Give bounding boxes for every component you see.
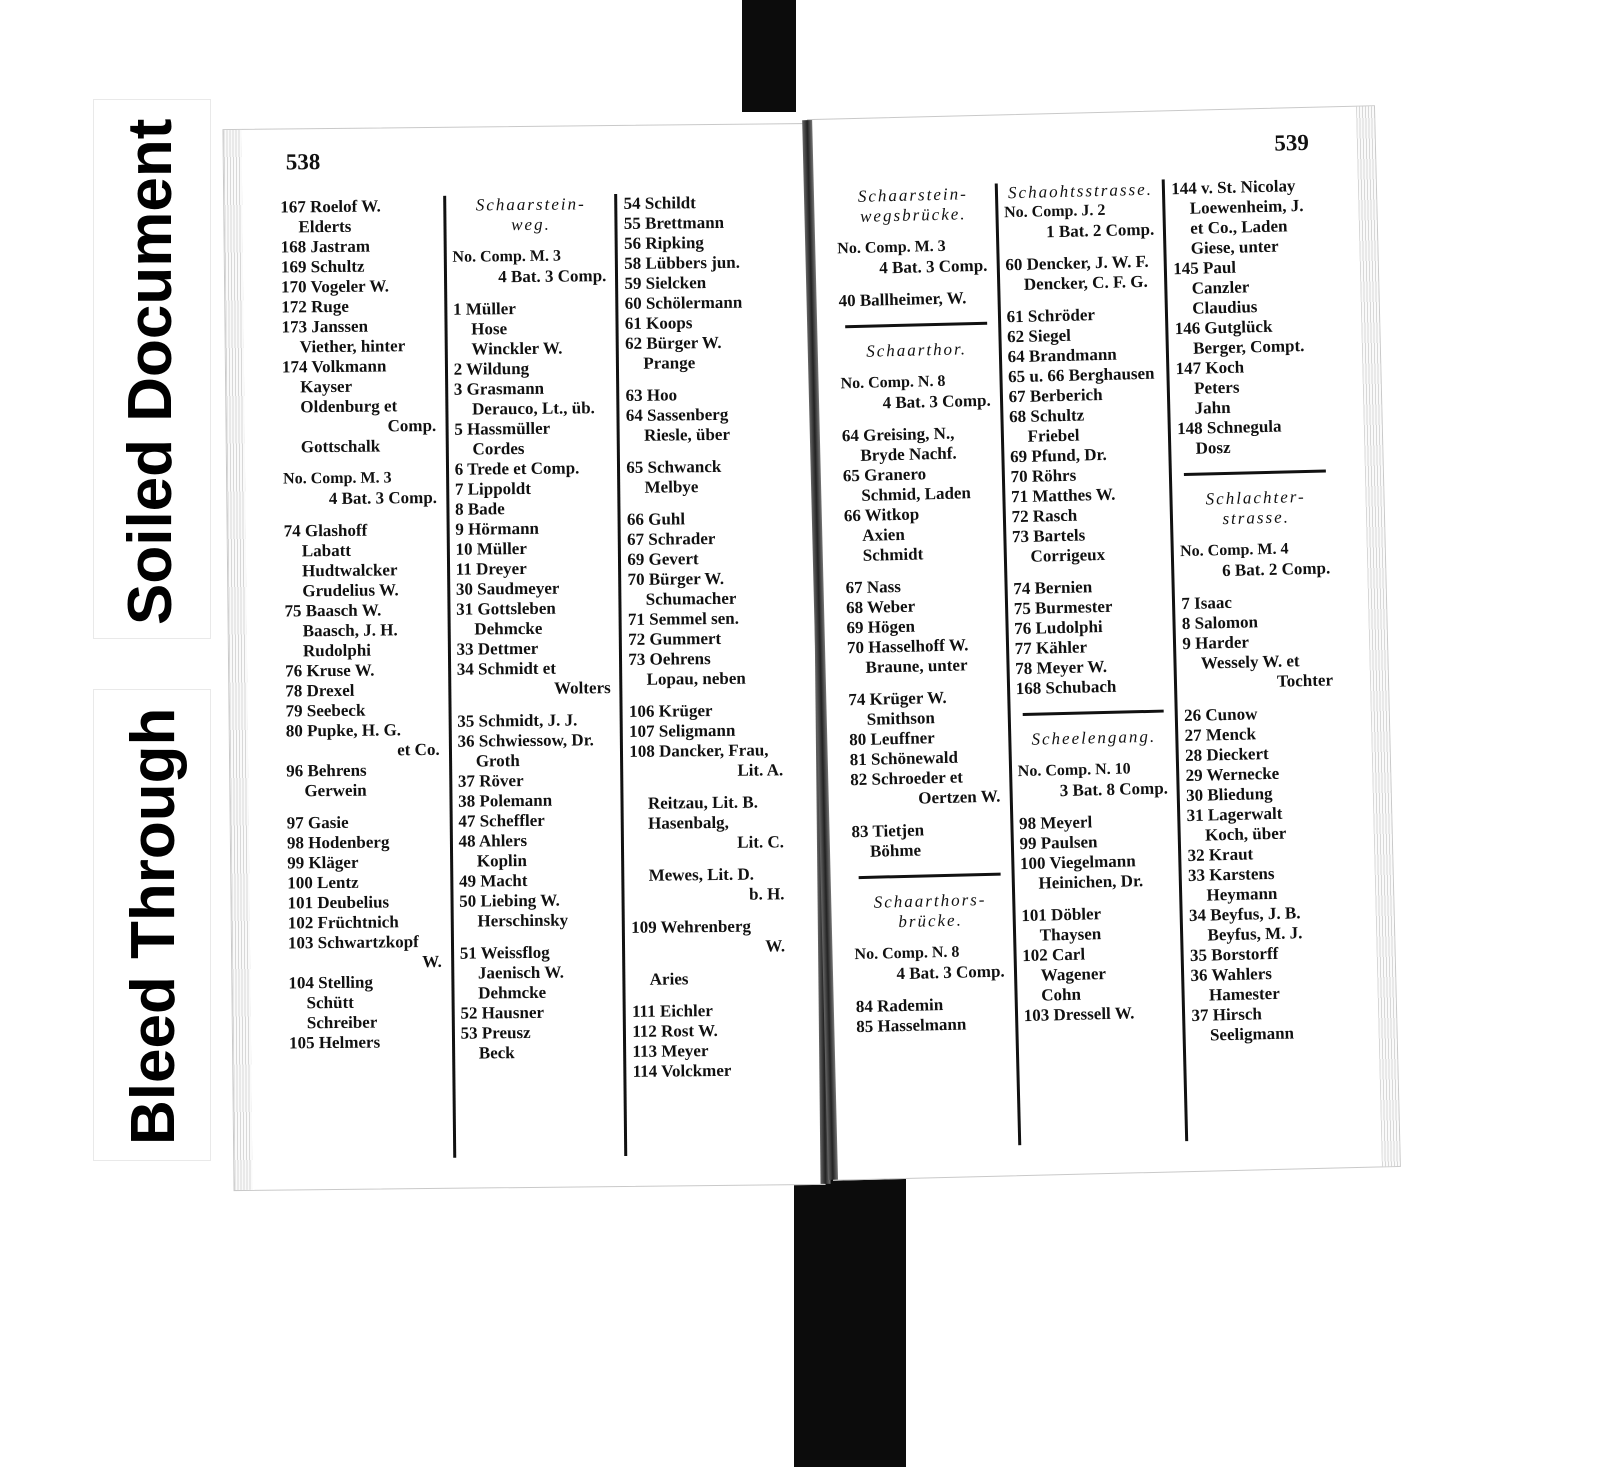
directory-entry: 80 Pupke, H. G. (285, 720, 402, 741)
directory-entry: Reitzau, Lit. B. (647, 792, 759, 813)
directory-entry: Corrigeux (1030, 544, 1106, 566)
directory-entry: Hudtwalcker (301, 560, 398, 581)
directory-entry: 78 Drexel (285, 680, 355, 701)
directory-entry: Wolters (553, 678, 611, 698)
directory-entry: Mewes, Lit. D. (648, 864, 755, 885)
company-header: No. Comp. J. 2 (1003, 201, 1106, 222)
directory-entry: 29 Wernecke (1185, 763, 1280, 786)
directory-entry: et Co., Laden (1190, 216, 1288, 238)
directory-entry: Heinichen, Dr. (1038, 871, 1144, 893)
directory-entry: Claudius (1191, 297, 1258, 318)
directory-entry: 1 Bat. 2 Comp. (1045, 219, 1155, 242)
open-book (208, 82, 1420, 1192)
directory-entry: 53 Preusz (460, 1022, 531, 1043)
directory-entry: 76 Ludolphi (1014, 617, 1103, 639)
right-page (807, 105, 1401, 1181)
directory-entry: Braune, unter (865, 655, 968, 677)
directory-entry: Dehmcke (474, 618, 543, 639)
directory-entry: 112 Rost W. (632, 1020, 718, 1041)
directory-entry: 58 Lübbers jun. (624, 252, 741, 273)
right-column-1 (830, 184, 1018, 1150)
street-heading: Schaohtsstrasse. (1007, 179, 1154, 203)
directory-entry: Baasch, J. H. (302, 620, 398, 641)
directory-entry: 113 Meyer (632, 1041, 709, 1061)
directory-entry: 32 Kraut (1187, 844, 1254, 866)
directory-entry: 48 Ahlers (458, 830, 528, 851)
directory-entry: Schmidt (862, 544, 924, 565)
directory-entry: Schreiber (306, 1012, 378, 1033)
directory-entry: 67 Berberich (1008, 384, 1103, 407)
directory-entry: 4 Bat. 3 Comp. (896, 961, 1005, 984)
directory-entry: 85 Hasselmann (856, 1014, 967, 1037)
directory-entry: 8 Bade (455, 499, 505, 519)
directory-entry: 61 Koops (624, 313, 693, 333)
directory-entry: 38 Polemann (458, 790, 553, 811)
right-column-2 (994, 179, 1185, 1145)
left-column-1 (274, 196, 453, 1160)
directory-entry: 8 Salomon (1181, 612, 1259, 634)
directory-entry: 33 Dettmer (456, 638, 539, 659)
directory-entry: 37 Hirsch (1191, 1004, 1263, 1025)
directory-entry: 4 Bat. 3 Comp. (328, 487, 438, 509)
company-header: No. Comp. M. 3 (837, 237, 946, 258)
directory-entry: 37 Röver (457, 771, 524, 791)
directory-entry: 99 Kläger (287, 852, 359, 873)
directory-entry: Gerwein (304, 780, 367, 801)
directory-entry: 67 Schrader (627, 528, 716, 549)
directory-entry: 65 u. 66 Berghausen (1007, 363, 1155, 387)
directory-entry: 7 Isaac (1181, 592, 1233, 614)
directory-entry: Schmid, Laden (861, 483, 972, 505)
directory-entry: 98 Meyerl (1018, 812, 1093, 834)
directory-entry: 66 Guhl (626, 509, 686, 529)
directory-entry: Kayser (300, 376, 353, 397)
directory-entry: Prange (643, 353, 696, 373)
company-header: No. Comp. M. 3 (283, 469, 392, 488)
left-column-3 (615, 192, 797, 1156)
directory-entry: 66 Witkop (843, 504, 920, 526)
directory-entry: 35 Borstorff (1189, 943, 1279, 965)
directory-entry: 77 Kähler (1014, 637, 1088, 659)
directory-entry: 103 Schwartzkopf (287, 932, 419, 953)
directory-entry: 65 Granero (842, 464, 927, 486)
directory-entry: Aries (649, 969, 689, 989)
directory-entry: Hose (471, 319, 508, 339)
directory-entry: 106 Krüger (628, 701, 713, 721)
directory-entry: 55 Brettmann (623, 212, 725, 233)
right-columns (830, 175, 1353, 1149)
directory-entry: 3 Grasmann (453, 378, 545, 399)
directory-entry: Jahn (1194, 397, 1231, 418)
directory-entry: 75 Baasch W. (284, 600, 382, 621)
street-heading: weg. (511, 214, 551, 235)
directory-entry: 71 Matthes W. (1010, 484, 1116, 507)
street-heading: strasse. (1222, 507, 1291, 529)
directory-entry: 74 Krüger W. (848, 687, 947, 710)
directory-entry: 70 Röhrs (1010, 465, 1077, 487)
directory-entry: 40 Ballheimer, W. (838, 288, 967, 311)
directory-entry: 147 Koch (1175, 357, 1245, 379)
left-page-number: 538 (285, 149, 321, 175)
directory-entry: et Co. (397, 739, 440, 760)
right-column-3 (1162, 175, 1353, 1141)
directory-entry: 11 Dreyer (455, 558, 527, 579)
directory-entry: Axien (862, 524, 906, 545)
directory-entry: 60 Dencker, J. W. F. (1005, 251, 1149, 275)
directory-entry: 47 Scheffler (458, 810, 545, 831)
directory-entry: Labatt (301, 540, 352, 561)
directory-entry: 50 Liebing W. (459, 890, 560, 911)
directory-entry: 65 Schwanck (626, 456, 722, 477)
street-heading: Scheelengang. (1031, 726, 1157, 749)
directory-entry: Melbye (644, 477, 699, 497)
directory-entry: 34 Beyfus, J. B. (1188, 903, 1301, 926)
directory-entry: Hamester (1208, 983, 1280, 1005)
directory-entry: Giese, unter (1190, 236, 1279, 258)
directory-entry: 27 Menck (1184, 724, 1257, 746)
directory-entry: b. H. (748, 884, 785, 904)
directory-entry: Gottschalk (300, 436, 381, 457)
directory-entry: Hasenbalg, (647, 812, 729, 833)
street-heading: wegsbrücke. (859, 204, 967, 226)
directory-entry: Wagener (1040, 964, 1107, 985)
directory-entry: Derauco, Lt., üb. (471, 398, 595, 419)
directory-entry: 26 Cunow (1183, 704, 1258, 726)
directory-entry: 68 Schultz (1008, 405, 1085, 427)
directory-entry: 96 Behrens (286, 760, 367, 781)
directory-entry: 148 Schnegula (1176, 416, 1282, 439)
directory-entry: 4 Bat. 3 Comp. (498, 266, 607, 287)
directory-entry: 74 Glashoff (283, 520, 368, 541)
directory-entry: Friebel (1027, 425, 1080, 446)
directory-entry: 145 Paul (1172, 257, 1237, 279)
directory-entry: 52 Hausner (460, 1002, 545, 1023)
directory-entry: 5 Hassmüller (454, 418, 551, 439)
directory-entry: 72 Rasch (1011, 505, 1078, 527)
directory-entry: 69 Pfund, Dr. (1009, 444, 1107, 467)
directory-entry: 64 Sassenberg (625, 404, 729, 425)
directory-entry: Koplin (476, 850, 527, 871)
directory-entry: 109 Wehrenberg (631, 916, 752, 937)
directory-entry: 81 Schönewald (849, 747, 959, 770)
directory-entry: 3 Bat. 8 Comp. (1059, 778, 1169, 801)
directory-entry: 174 Volkmann (281, 356, 387, 377)
section-rule (1184, 470, 1326, 476)
directory-entry: 6 Trede et Comp. (454, 458, 580, 479)
street-heading: brücke. (898, 910, 964, 932)
directory-entry: Jaenisch W. (477, 962, 565, 983)
directory-entry: 100 Lentz (287, 872, 359, 893)
directory-entry: 69 Högen (846, 616, 916, 638)
directory-entry: 170 Vogeler W. (281, 276, 390, 297)
directory-entry: 60 Schölermann (624, 292, 743, 313)
directory-entry: 35 Schmidt, J. J. (457, 710, 578, 731)
company-header: No. Comp. M. 4 (1179, 540, 1289, 561)
directory-entry: 169 Schultz (280, 256, 365, 277)
directory-entry: Canzler (1191, 277, 1250, 298)
directory-entry: 72 Gummert (628, 628, 722, 649)
directory-entry: 97 Gasie (286, 812, 349, 833)
directory-entry: Oldenburg et (300, 396, 398, 417)
directory-entry: Lopau, neben (646, 668, 746, 689)
directory-entry: 62 Bürger W. (624, 332, 722, 353)
directory-entry: Schütt (306, 992, 354, 1013)
section-rule (845, 322, 987, 328)
directory-entry: 7 Lippoldt (454, 478, 532, 499)
directory-entry: 98 Hodenberg (286, 832, 390, 853)
directory-entry: Peters (1193, 377, 1240, 398)
directory-entry: 1 Müller (452, 299, 516, 319)
directory-entry: 102 Früchtnich (287, 912, 399, 933)
street-heading: Schlachter- (1205, 487, 1306, 509)
directory-entry: 114 Volckmer (632, 1060, 732, 1081)
directory-entry: 101 Döbler (1021, 904, 1102, 926)
directory-entry: Viether, hinter (299, 336, 406, 357)
directory-entry: 168 Schubach (1015, 676, 1117, 699)
directory-entry: 104 Stelling (288, 972, 374, 993)
directory-entry: 79 Seebeck (285, 700, 366, 721)
directory-entry: Loewenheim, J. (1189, 195, 1304, 218)
street-heading: Schaarthors- (873, 889, 987, 912)
directory-entry: 108 Dancker, Frau, (629, 740, 769, 761)
directory-entry: 10 Müller (455, 538, 527, 559)
directory-entry: 68 Weber (845, 596, 916, 618)
directory-entry: 103 Dressell W. (1023, 1003, 1135, 1026)
directory-entry: Oertzen W. (918, 786, 1001, 808)
directory-entry: Seeligmann (1209, 1023, 1295, 1045)
directory-entry: 76 Kruse W. (285, 660, 375, 681)
section-rule (1022, 710, 1164, 716)
directory-entry: 36 Wahlers (1190, 964, 1273, 985)
directory-entry: 31 Gottsleben (456, 598, 556, 619)
directory-entry: 59 Sielcken (624, 273, 707, 293)
directory-entry: 101 Deubelius (287, 892, 390, 913)
directory-entry: 31 Lagerwalt (1186, 803, 1283, 826)
section-rule (859, 873, 1001, 879)
directory-entry: Cohn (1041, 984, 1082, 1005)
company-header: No. Comp. N. 8 (854, 943, 960, 964)
directory-entry: Smithson (866, 708, 936, 729)
directory-entry: 6 Bat. 2 Comp. (1221, 558, 1331, 581)
directory-entry: Lit. C. (737, 832, 785, 852)
street-heading: Schaarthor. (865, 339, 968, 361)
directory-entry: 4 Bat. 3 Comp. (879, 255, 988, 278)
directory-entry: 144 v. St. Nicolay (1171, 176, 1296, 199)
directory-entry: Lit. A. (737, 760, 784, 780)
directory-entry: Berger, Compt. (1192, 336, 1305, 358)
company-header: No. Comp. N. 10 (1017, 760, 1131, 781)
directory-entry: 73 Bartels (1011, 525, 1086, 547)
directory-entry: 30 Saudmeyer (455, 578, 560, 599)
directory-entry: Schumacher (645, 588, 737, 609)
directory-entry: Dehmcke (478, 982, 547, 1003)
directory-entry: 74 Bernien (1013, 577, 1093, 599)
directory-entry: 173 Janssen (281, 316, 369, 337)
directory-entry: 64 Brandmann (1007, 344, 1117, 367)
directory-entry: W. (422, 951, 442, 972)
directory-entry: 111 Eichler (631, 1001, 713, 1021)
directory-entry: 71 Semmel sen. (627, 608, 740, 629)
directory-entry: 78 Meyer W. (1015, 656, 1108, 679)
directory-entry: Groth (475, 751, 520, 771)
left-page (222, 123, 825, 1191)
directory-entry: Grudelius W. (302, 580, 399, 601)
directory-entry: 75 Burmester (1013, 596, 1113, 619)
directory-entry: 64 Greising, N., (841, 423, 955, 446)
directory-entry: 168 Jastram (280, 236, 371, 257)
street-heading: Schaarstein- (475, 194, 586, 215)
company-header: No. Comp. M. 3 (452, 247, 562, 266)
directory-entry: 9 Hörmann (455, 518, 540, 539)
directory-entry: 84 Rademin (855, 995, 944, 1017)
directory-entry: Rudolphi (302, 640, 372, 661)
directory-entry: 9 Harder (1182, 632, 1250, 654)
directory-entry: Riesle, über (643, 424, 731, 445)
directory-entry: Dencker, C. F. G. (1023, 271, 1148, 294)
directory-entry: 67 Nass (845, 576, 902, 598)
directory-entry: Dosz (1195, 437, 1231, 458)
directory-entry: 34 Schmidt et (456, 658, 557, 679)
soiled-document-stamp: Soiled Document (116, 118, 185, 625)
bleed-through-stamp: Bleed Through (119, 707, 188, 1145)
directory-entry: 99 Paulsen (1019, 832, 1098, 854)
black-tab-bottom (794, 1164, 906, 1467)
left-page-edge (223, 130, 252, 1190)
directory-entry: 51 Weissflog (459, 942, 550, 963)
directory-entry: W. (765, 936, 786, 956)
directory-entry: 82 Schroeder et (850, 767, 964, 790)
right-page-number: 539 (1274, 129, 1310, 156)
directory-entry: 70 Bürger W. (627, 568, 725, 589)
directory-entry: 2 Wildung (453, 358, 530, 379)
directory-entry: 28 Dieckert (1184, 744, 1269, 766)
street-heading: Schaarstein- (857, 184, 969, 206)
directory-entry: Bryde Nachf. (860, 443, 957, 465)
directory-entry: Böhme (869, 840, 922, 861)
directory-entry: Beyfus, M. J. (1207, 923, 1303, 945)
right-page-edge (1356, 106, 1400, 1166)
directory-entry: 102 Carl (1022, 944, 1086, 966)
directory-entry: 100 Viegelmann (1019, 851, 1136, 874)
directory-entry: Comp. (387, 415, 437, 436)
directory-entry: 36 Schwiessow, Dr. (457, 730, 594, 751)
directory-entry: 172 Ruge (281, 296, 349, 317)
directory-entry: Heymann (1206, 883, 1278, 905)
directory-entry: 63 Hoo (625, 385, 678, 405)
directory-entry: 56 Ripking (623, 233, 704, 253)
directory-entry: 62 Siegel (1006, 325, 1072, 347)
directory-entry: 30 Bliedung (1185, 783, 1273, 806)
directory-entry: 146 Gutglück (1174, 316, 1273, 339)
directory-entry: Winckler W. (471, 338, 563, 359)
directory-entry: 70 Hasselhoff W. (846, 635, 969, 658)
company-header: No. Comp. N. 8 (840, 372, 946, 393)
directory-entry: 33 Karstens (1187, 863, 1275, 886)
directory-entry: Cordes (472, 438, 525, 459)
directory-entry: 4 Bat. 3 Comp. (882, 390, 991, 413)
directory-entry: 69 Gevert (627, 549, 699, 569)
directory-entry: 80 Leuffner (849, 728, 935, 750)
directory-entry: 54 Schildt (623, 193, 696, 213)
directory-entry: Elderts (298, 216, 352, 237)
directory-entry: 107 Seligmann (629, 720, 736, 741)
directory-entry: Thaysen (1039, 924, 1102, 945)
directory-entry: 73 Oehrens (628, 649, 711, 669)
left-column-2 (443, 194, 625, 1158)
directory-entry: Koch, über (1204, 823, 1287, 845)
directory-entry: 49 Macht (458, 870, 528, 891)
directory-entry: 167 Roelof W. (280, 196, 381, 217)
directory-entry: Tochter (1276, 670, 1334, 691)
directory-entry: 61 Schröder (1006, 305, 1096, 327)
directory-entry: Beck (478, 1043, 515, 1063)
left-columns (274, 192, 796, 1159)
directory-entry: 83 Tietjen (851, 820, 925, 842)
directory-entry: Herschinsky (477, 910, 569, 931)
directory-entry: 105 Helmers (288, 1032, 381, 1053)
directory-entry: Wessely W. et (1200, 651, 1300, 673)
